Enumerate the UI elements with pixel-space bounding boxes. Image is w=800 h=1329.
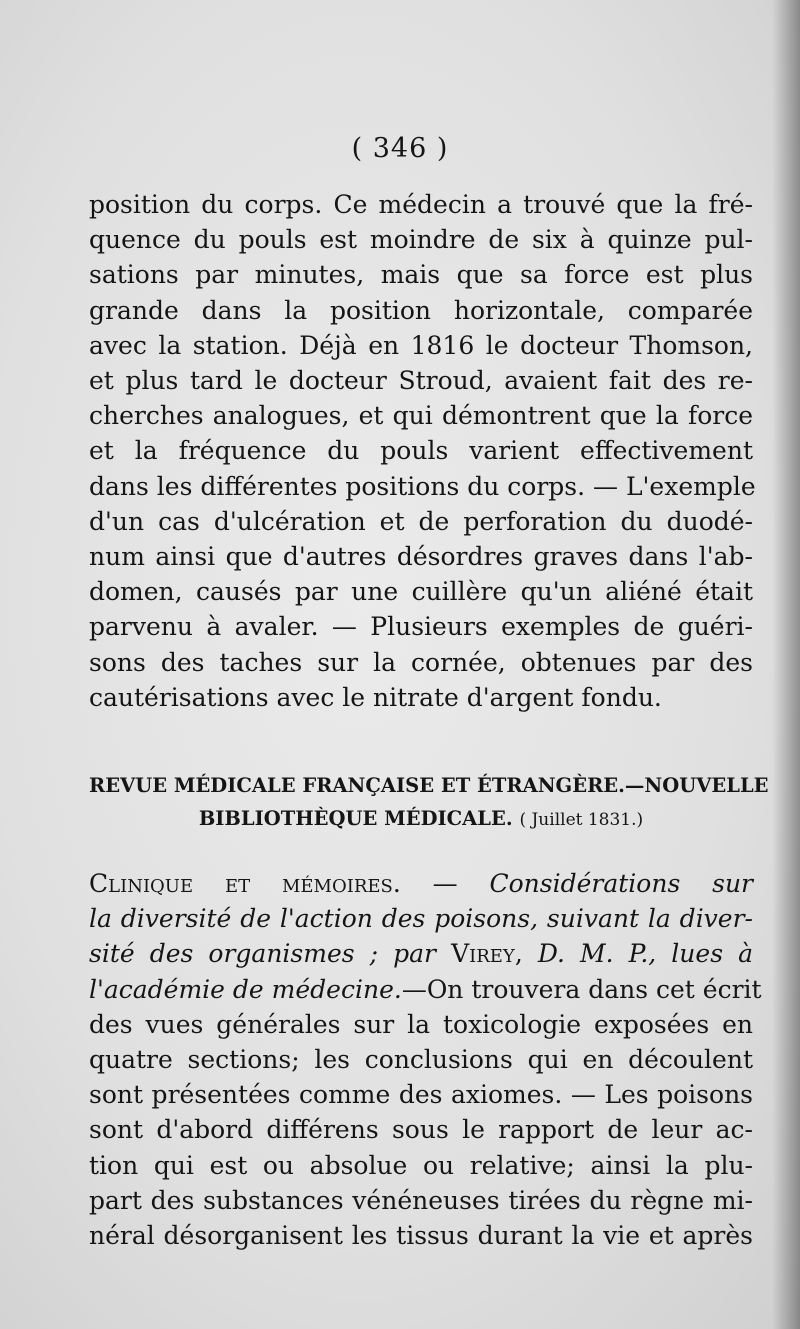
page-edge-shadow bbox=[772, 0, 800, 1329]
comma: , bbox=[514, 939, 538, 969]
text-line: domen, causés par une cuillère qu'un aliéné était bbox=[89, 577, 753, 607]
text-line: néral désorganisent les tissus durant la vie et après bbox=[89, 1221, 753, 1251]
text-line: cautérisations avec le nitrate d'argent fondu. bbox=[89, 682, 662, 712]
heading-date: ( Juillet 1831.) bbox=[519, 810, 644, 830]
text-line: et la fréquence du pouls varient effectivement bbox=[89, 436, 753, 466]
text-line: quatre sections; les conclusions qui en découlent bbox=[89, 1045, 753, 1075]
text-line: et plus tard le docteur Stroud, avaient fait des re- bbox=[89, 366, 753, 396]
section-heading bbox=[89, 769, 769, 837]
text-line bbox=[89, 936, 753, 971]
text-line: sons des taches sur la cornée, obtenues par des bbox=[89, 647, 753, 677]
text-line: cherches analogues, et qui démontrent que la force bbox=[89, 401, 753, 431]
text-line: parvenu à avaler. — Plusieurs exemples de guéri- bbox=[89, 612, 753, 642]
article-title: sité des organismes ; par bbox=[89, 939, 452, 969]
section-label: Clinique et mémoires. bbox=[89, 869, 401, 898]
article-title: l'académie de médecine. bbox=[89, 974, 402, 1004]
article-title: Considérations sur bbox=[489, 869, 753, 898]
dash: — bbox=[400, 869, 490, 898]
text-line: num ainsi que d'autres désordres graves dans l'ab- bbox=[89, 542, 753, 572]
text-line: part des substances vénéneuses tirées du règne mi- bbox=[89, 1185, 753, 1215]
text-line: sations par minutes, mais que sa force est plus bbox=[89, 260, 753, 290]
text-line: sont d'abord différens sous le rapport de leur ac- bbox=[89, 1115, 753, 1145]
text-line: dans les différentes positions du corps. — L'exemple bbox=[89, 471, 756, 501]
text-line bbox=[89, 866, 753, 901]
text-line: sont présentées comme des axiomes. — Les poisons bbox=[89, 1080, 753, 1110]
heading-title: BIBLIOTHÈQUE MÉDICALE. bbox=[198, 807, 513, 830]
text-line: des vues générales sur la toxicologie exposées en bbox=[89, 1009, 753, 1039]
text-line bbox=[89, 972, 762, 1007]
heading-line-1: REVUE MÉDICALE FRANÇAISE ET ÉTRANGÈRE.—NOUVELLE bbox=[89, 774, 769, 797]
body-paragraph-1 bbox=[89, 187, 756, 715]
text-run: —On trouvera dans cet écrit bbox=[401, 974, 762, 1004]
body-paragraph-2 bbox=[89, 866, 762, 1253]
text-line: avec la station. Déjà en 1816 le docteur Thomson, bbox=[89, 330, 753, 360]
text-line: position du corps. Ce médecin a trouvé que la fré- bbox=[89, 190, 753, 219]
text-line: d'un cas d'ulcération et de perforation du duodé- bbox=[89, 506, 753, 536]
author-name: Virey bbox=[451, 939, 515, 969]
article-title: la diversité de l'action des poisons, suivant la diver- bbox=[89, 904, 753, 934]
page-number: ( 346 ) bbox=[351, 133, 449, 164]
text-line: quence du pouls est moindre de six à quinze pul- bbox=[89, 225, 753, 255]
text-line: grande dans la position horizontale, comparée bbox=[89, 295, 753, 325]
author-credentials: D. M. P., lues à bbox=[537, 939, 753, 969]
heading-line-2 bbox=[89, 802, 753, 837]
text-line bbox=[89, 901, 753, 936]
text-line: tion qui est ou absolue ou relative; ainsi la plu- bbox=[89, 1150, 753, 1180]
